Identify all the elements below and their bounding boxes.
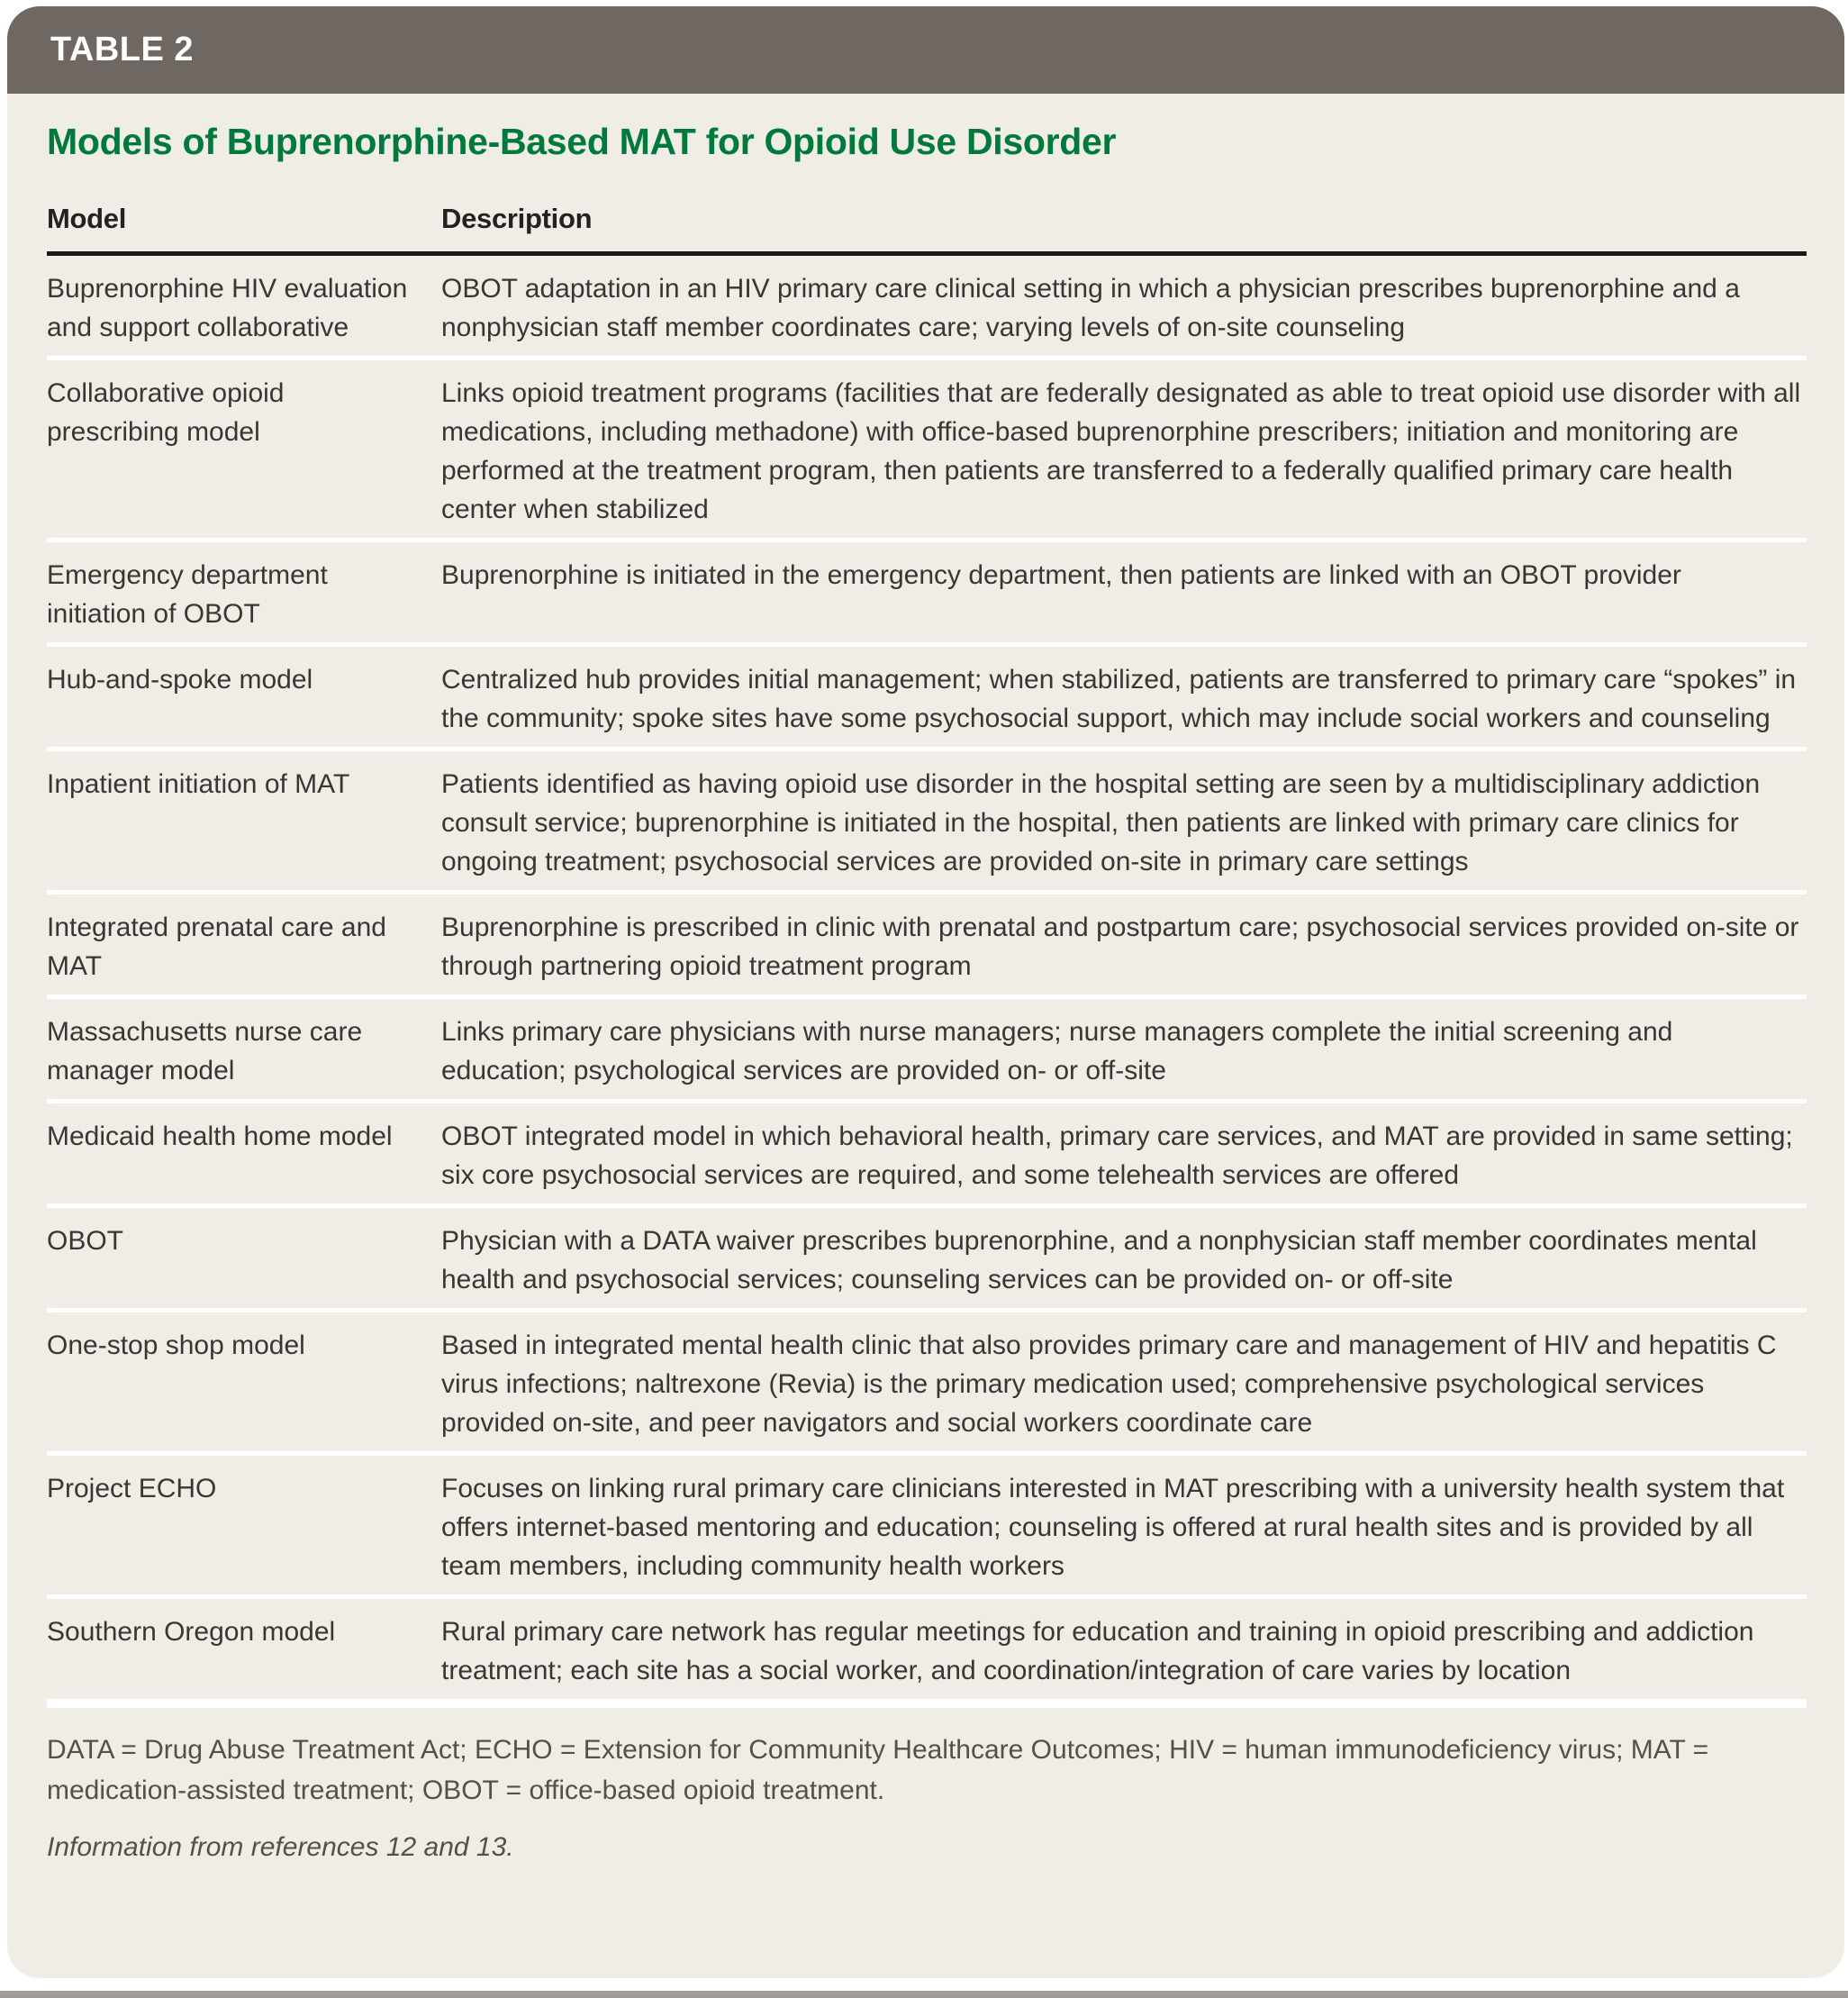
model-cell: Massachusetts nurse care manager model xyxy=(47,1017,363,1085)
table-row xyxy=(47,647,1807,751)
description-cell: Focuses on linking rural primary care clinicians interested in MAT prescribing with a university health system that offers internet-based mentoring and education; counseling is offered at rural health sites and is provided by all team members, including community health workers xyxy=(441,1474,1785,1581)
table-header-bar xyxy=(7,6,1844,94)
table-row xyxy=(47,1599,1807,1708)
table-title: Models of Buprenorphine-Based MAT for Opioid Use Disorder xyxy=(47,121,1117,162)
table-row xyxy=(47,1103,1807,1208)
table-row xyxy=(47,256,1807,360)
table-row xyxy=(47,1312,1807,1456)
table-content xyxy=(7,121,1844,1863)
description-cell: Buprenorphine is prescribed in clinic with prenatal and postpartum care; psychosocial services provided on-site or through partnering opioid treatment program xyxy=(441,913,1799,981)
model-cell: Buprenorphine HIV evaluation and support collaborative xyxy=(47,274,408,342)
description-cell: OBOT adaptation in an HIV primary care clinical setting in which a physician prescribes buprenorphine and a nonphysician staff member coordinates care; varying levels of on-site counseling xyxy=(441,274,1740,342)
table-body xyxy=(47,256,1807,1708)
description-cell: Links opioid treatment programs (facilities that are federally designated as able to treat opioid use disorder with all medications, including methadone) with office-based buprenorphine prescribers; initiation and monitoring are performed at the treatment program, then patients are transferred to a federally qualified primary care health center when stabilized xyxy=(441,378,1801,524)
description-cell: Rural primary care network has regular meetings for education and training in opioid prescribing and addiction treatment; each site has a social worker, and coordination/integration of care varies by location xyxy=(441,1617,1754,1685)
description-cell: Based in integrated mental health clinic that also provides primary care and management of HIV and hepatitis C virus infections; naltrexone (Revia) is the primary medication used; comprehensive psychological services provided on-site, and peer navigators and social workers coordinate care xyxy=(441,1330,1777,1438)
description-cell: Patients identified as having opioid use disorder in the hospital setting are seen by a multidisciplinary addiction consult service; buprenorphine is initiated in the hospital, then patients are linked with primary care clinics for ongoing treatment; psychosocial services are provided on-site in primary care settings xyxy=(441,769,1761,876)
model-cell: Collaborative opioid prescribing model xyxy=(47,378,285,447)
model-cell: Inpatient initiation of MAT xyxy=(47,769,350,799)
model-cell: Project ECHO xyxy=(47,1474,217,1503)
page-bottom-strip xyxy=(0,1991,1848,1998)
model-cell: Hub-and-spoke model xyxy=(47,665,313,695)
table-row xyxy=(47,360,1807,542)
description-cell: Physician with a DATA waiver prescribes buprenorphine, and a nonphysician staff member coordinates mental health and psychosocial services; counseling services can be provided on- or off-site xyxy=(441,1226,1757,1294)
table-row xyxy=(47,1456,1807,1599)
table-row xyxy=(47,999,1807,1103)
table-row xyxy=(47,1208,1807,1312)
model-cell: OBOT xyxy=(47,1226,124,1256)
table-row xyxy=(47,751,1807,895)
model-cell: One-stop shop model xyxy=(47,1330,305,1360)
column-header-description: Description xyxy=(441,203,593,234)
model-cell: Medicaid health home model xyxy=(47,1122,393,1151)
table-card xyxy=(7,6,1844,1978)
column-header-row xyxy=(47,203,1807,256)
source-note: Information from references 12 and 13. xyxy=(47,1832,514,1862)
description-cell: Centralized hub provides initial management; when stabilized, patients are transferred to primary care “spokes” in the community; spoke sites have some psychosocial support, which may include social workers and counseling xyxy=(441,665,1797,733)
description-cell: Buprenorphine is initiated in the emergency department, then patients are linked with an OBOT provider xyxy=(441,560,1681,590)
model-cell: Integrated prenatal care and MAT xyxy=(47,913,386,981)
table-number-label: TABLE 2 xyxy=(50,31,195,68)
description-cell: OBOT integrated model in which behavioral health, primary care services, and MAT are provided in same setting; six core psychosocial services are required, and some telehealth services are offered xyxy=(441,1122,1793,1190)
column-header-model: Model xyxy=(47,203,127,234)
model-cell: Southern Oregon model xyxy=(47,1617,336,1647)
table-row xyxy=(47,895,1807,999)
table-row xyxy=(47,542,1807,647)
description-cell: Links primary care physicians with nurse managers; nurse managers complete the initial screening and education; psychological services are provided on- or off-site xyxy=(441,1017,1673,1085)
abbreviations-note: DATA = Drug Abuse Treatment Act; ECHO = Extension for Community Healthcare Outcomes; HIV = human immunodeficiency virus; MAT = medication-assisted treatment; OBOT = office-based opioid treatment. xyxy=(47,1735,1709,1805)
model-cell: Emergency department initiation of OBOT xyxy=(47,560,328,629)
